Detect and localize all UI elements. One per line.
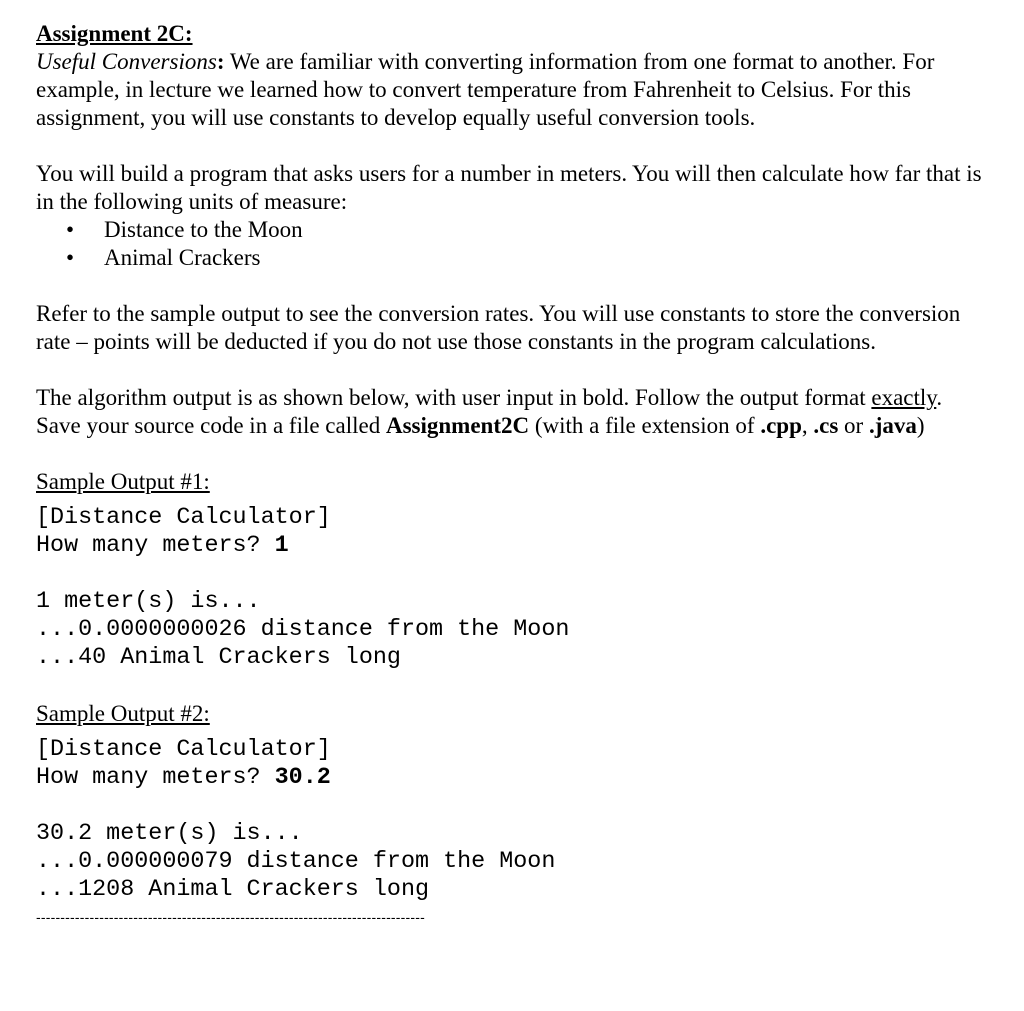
console-prompt-line <box>36 764 986 792</box>
extension-cs: .cs <box>813 413 839 438</box>
instructions-text: The algorithm output is as shown below, with user input in bold. Follow the output format <box>36 385 872 410</box>
list-item <box>36 216 986 244</box>
program-description: You will build a program that asks users for a number in meters. You will then calculate how far that is in the following units of measure: <box>36 161 982 214</box>
bullet-icon: • <box>66 245 75 270</box>
console-result-line: 1 meter(s) is... <box>36 589 261 615</box>
list-item-label: Distance to the Moon <box>104 217 303 242</box>
instructions-text: ) <box>916 413 925 438</box>
exactly-emphasis: exactly <box>871 385 937 410</box>
list-item <box>36 244 986 272</box>
instructions-text: . Save your source code in a file called <box>36 385 943 438</box>
console-prompt: How many meters? <box>36 533 275 559</box>
list-item-label: Animal Crackers <box>104 245 261 270</box>
console-user-input: 30.2 <box>274 765 331 791</box>
separator-line: -------------------------------------------------------------------------------- <box>36 909 425 925</box>
console-prompt-line <box>36 532 986 560</box>
sample-output-2 <box>36 700 986 904</box>
assignment-title: Assignment 2C: <box>36 21 193 46</box>
console-crackers-line: ...1208 Animal Crackers long <box>36 877 430 903</box>
instructions-text: , <box>801 413 814 438</box>
extension-java: .java <box>868 413 917 438</box>
extension-cpp: .cpp <box>760 413 802 438</box>
assignment-intro <box>36 20 986 132</box>
output-format-instructions <box>36 384 986 440</box>
assignment-document <box>36 20 986 924</box>
source-filename: Assignment2C <box>385 413 530 438</box>
console-prompt: How many meters? <box>36 765 275 791</box>
intro-text: We are familiar with converting information from one format to another. For example, in lecture we learned how to convert temperature from Fahrenheit to Celsius. For this assignment, you will use constants to develop equally useful conversion tools. <box>36 49 935 130</box>
console-user-input: 1 <box>274 533 289 559</box>
intro-topic: Useful Conversions <box>36 49 217 74</box>
console-header-line: [Distance Calculator] <box>36 505 331 531</box>
console-crackers-line: ...40 Animal Crackers long <box>36 645 401 671</box>
console-moon-line: ...0.000000079 distance from the Moon <box>36 849 556 875</box>
units-list <box>36 216 986 272</box>
bullet-icon: • <box>66 217 75 242</box>
instructions-text: (with a file extension of <box>529 413 761 438</box>
sample-output-1 <box>36 468 986 672</box>
console-result-line: 30.2 meter(s) is... <box>36 821 303 847</box>
conversion-rate-note: Refer to the sample output to see the conversion rates. You will use constants to store the conversion rate – points will be deducted if you do not use those constants in the program calculations. <box>36 301 961 354</box>
intro-colon: : <box>216 49 225 74</box>
sample-heading: Sample Output #1: <box>36 469 210 494</box>
instructions-text: or <box>838 413 869 438</box>
console-header-line: [Distance Calculator] <box>36 737 331 763</box>
console-moon-line: ...0.0000000026 distance from the Moon <box>36 617 570 643</box>
sample-heading: Sample Output #2: <box>36 701 210 726</box>
